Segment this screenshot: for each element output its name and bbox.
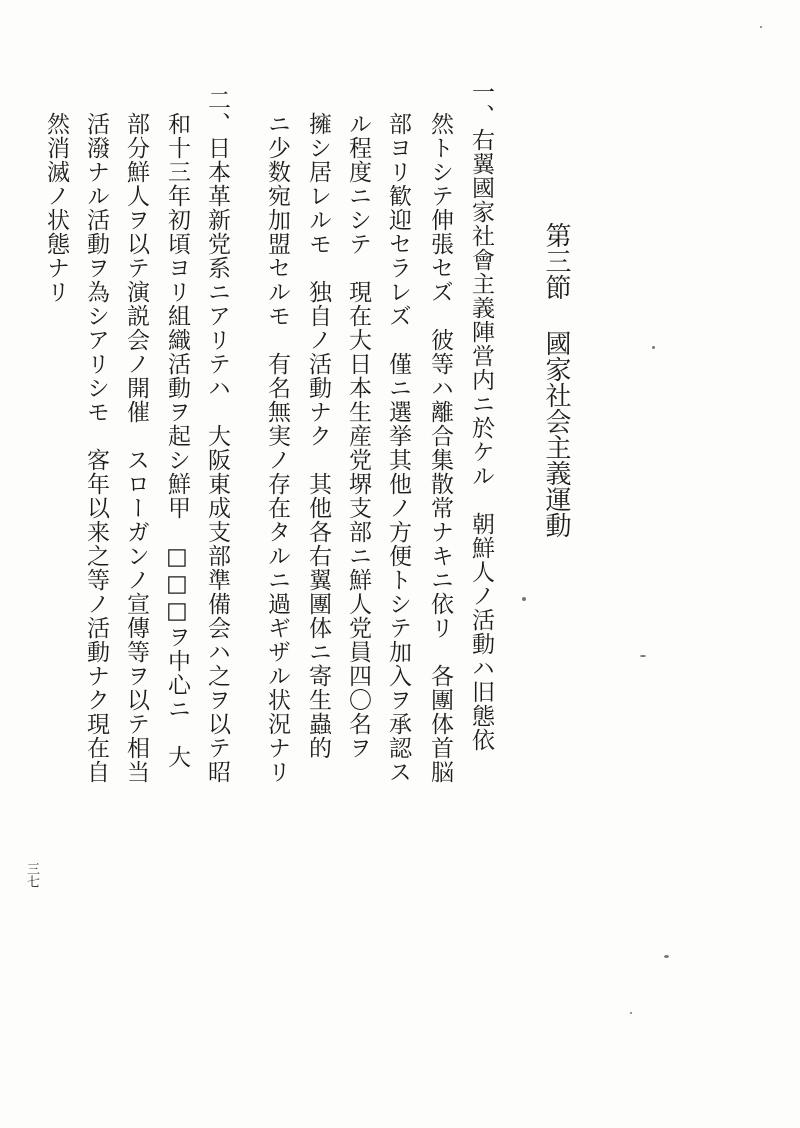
text-column-6: ニ少数宛加盟セルモ 有名無実ノ存在タルニ過ギザル状況ナリ <box>264 112 290 784</box>
scan-speck <box>522 597 526 601</box>
text-column-7: 二、日本革新党系ニアリテハ 大阪東成支部準備会ハ之ヲ以テ昭 <box>204 88 230 784</box>
scan-speck <box>630 1012 632 1014</box>
section-number: 第三節 <box>541 222 571 300</box>
text-column-11: 然消滅ノ状態ナリ <box>43 112 69 304</box>
text-column-2: 然トシテ伸張セズ 彼等ハ離合集散常ナキニ依リ 各團体首脳 <box>427 112 453 784</box>
scan-speck <box>652 346 655 349</box>
text-column-8: 和十三年初頃ヨリ組織活動ヲ起シ鮮甲 □□□ヲ中心ニ 大 <box>164 112 190 769</box>
text-column-4: ル程度ニシテ 現在大日本生産党堺支部ニ鮮人党員四〇名ヲ <box>345 112 371 760</box>
scan-speck <box>640 655 646 657</box>
scan-speck <box>760 26 762 28</box>
section-heading: 國家社会主義運動 <box>541 330 571 538</box>
page-number: 三七 <box>24 862 39 888</box>
scan-speck <box>664 955 669 958</box>
text-column-1: 一、右翼國家社會主義陣営内ニ於ケル 朝鮮人ノ活動ハ旧態依 <box>468 80 494 752</box>
text-column-3: 部ヨリ歓迎セラレズ 僅ニ選挙其他ノ方便トシテ加入ヲ承認ス <box>385 112 411 784</box>
section-title <box>538 222 575 538</box>
text-column-10: 活潑ナル活動ヲ為シアリシモ 客年以来之等ノ活動ナク現在自 <box>83 112 109 784</box>
text-column-9: 部分鮮人ヲ以テ演説会ノ開催 スローガンノ宣傳等ヲ以テ相当 <box>123 112 149 784</box>
text-column-5: 擁シ居レルモ 独自ノ活動ナク 其他各右翼團体ニ寄生蟲的 <box>305 112 331 760</box>
